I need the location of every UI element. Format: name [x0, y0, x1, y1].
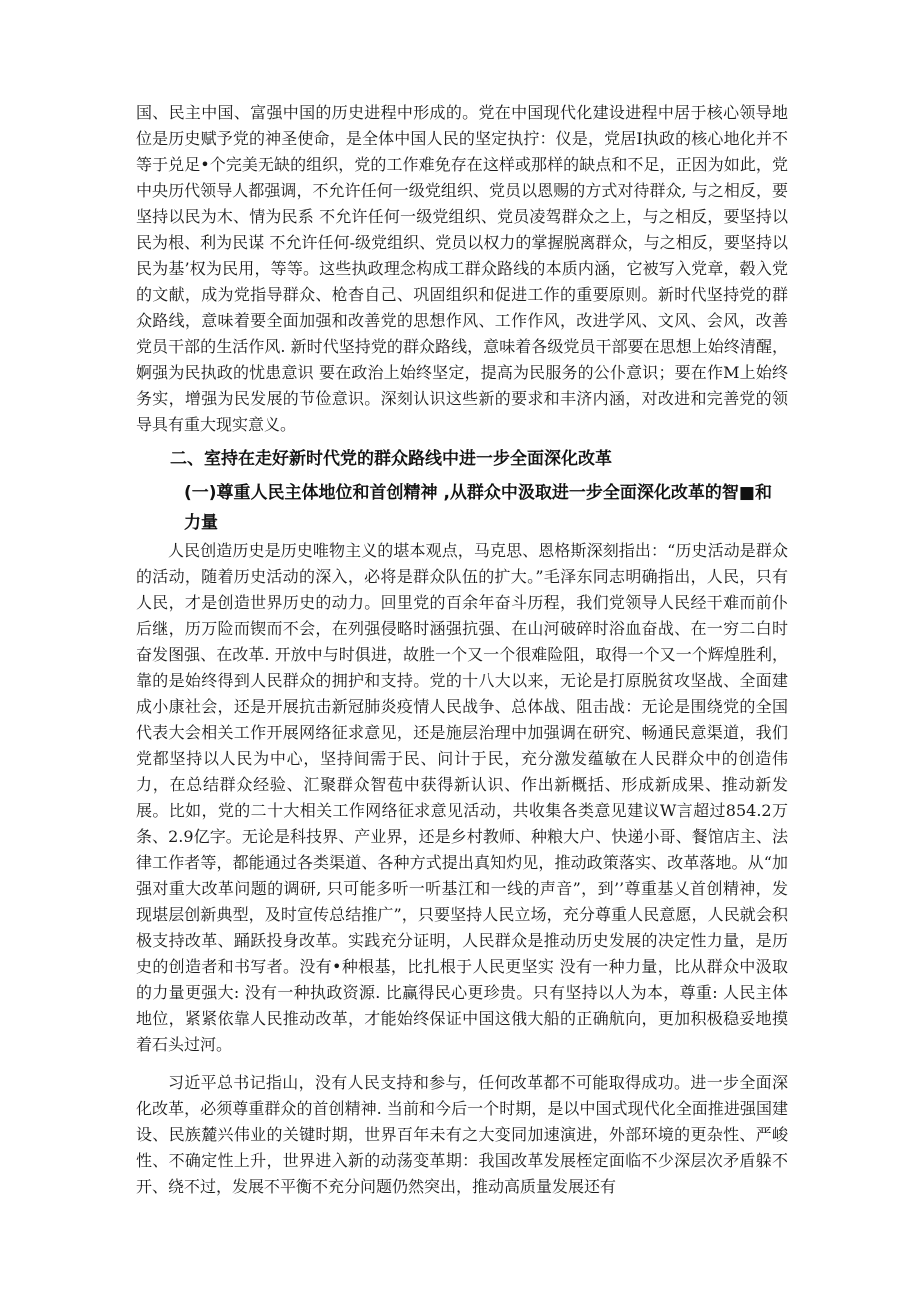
section-heading-2: 二、室持在走好新时代党的群众路线中进一步全面深化改革 [170, 449, 612, 469]
body-paragraph-2: 人民创造历史是历史唯物主义的堪本观点，马克思、恩格斯深刻指出：“历史活动是群众的活动，随着历史活动的深入，必将是群众队伍的扩大。”毛泽东同志明确指出，人民，只有人民，才是创造世界历史的动力。回里党的百余年奋斗历程，我们党领导人民经干难而前仆后继，历万险而锲而不会，在列强侵略时涵强抗强、在山河破碎时浴血奋战、在一穷二白时奋发图强、在改革. 开放中与时俱进，故胜一个又一个很难险阻，取得一个又一个辉煌胜利，靠的是始终得到人民群众的拥护和支持。党的十八大以来，无论是打原脱贫攻坚战、全面建成小康社会，还是开展抗击新冠肺炎疫情人民战争、总体战、阻击战：无论是围绕党的全国代表大会相关工作开展网络征求意见，还是施层治理中加强调在研究、畅通民意渠道，我们党都坚持以人民为中心，坚持间需于民、问计于民，充分激发蕴敏在人民群众中的创造伟力，在总结群众经验、汇聚群众智苞中获得新认识、作出新概括、形成新成果、推动新发展。比如，党的二十大相关工作网络征求意见活动，共收集各类意见建议W言超过854.2万条、2.9亿字。无论是科技界、产业界，还是乡村教师、种粮大户、快递小哥、餐馆店主、法律工作者等，都能通过各类渠道、各种方式提出真知灼见，推动政策落实、改革落地。从“加强对重大改革问题的调研, 只可能多听一听基江和一线的声音”，到’’尊重基乂首创精神，发现堪层创新典型，及时宣传总结推广”，只要坚持人民立场，充分尊重人民意愿，人民就会积极支持改革、踊跃投身改革。实践充分证明，人民群众是推动历史发展的决定性力量，是历史的创造者和书写者。没有•种根基，比扎根于人民更坚实 没有一种力量，比从群众中汲取的力量更强大: 没有一种执政资源. 比赢得民心更珍贵。只有坚持以人为本，尊重: 人民主体地位，紧紧依靠人民推动改革，才能始终保证中国这俄大船的正确航向，更加积极稳妥地摸着石头过河。 [136, 541, 788, 1054]
body-paragraph-1: 国、民主中国、富强中国的历史进程中形成的。党在中国现代化建设进程中居于核心领导地位是历史赋予党的神圣使命，是全体中国人民的坚定执拧：仪是，党居I执政的核心地化并不等于兑足•个完美无缺的组织，党的工作难免存在这样或那样的缺点和不足，正因为如此，党中央历代领导人都强调，不允许任何一级党组织、党员以恩赐的方式对待群众, 与之相反，要坚持以民为木、情为民系 不允许任何一级党组织、党员凌驾群众之上，与之相反，要坚持以民为根、利为民谋 不允许任何-级党组织、党员以权力的掌握脱离群众，与之相反，要坚持以民为基’权为民用，等等。这些执政理念构成工群众路线的本质内涵，它被写入党章，毂入党的文献，成为党指导群众、枪杳自己、巩固组织和促进工作的重要原则。新时代坚持党的群众路线，意味着要全面加强和改善党的思想作风、工作作风，改进学风、文风、会风，改善党员干部的生活作风. 新时代坚持党的群众路线，意味着各级党员干部要在思想上始终清醒，婀强为民执政的忧患意识 要在政治上始终坚定，提高为民服务的公仆意识；要在作M上始终务实，增强为民发展的节俭意识。深刻认识这些新的要求和丰济内涵，对改进和完善党的领导具有重大现实意义。 [136, 103, 788, 434]
paragraph-gap [136, 1058, 788, 1070]
document-page [136, 100, 788, 1200]
subsection-heading-1: (一)尊重人民主体地位和首创精神 ,从群众中汲取进一步全面深化改革的智■和力量 [184, 483, 772, 533]
body-paragraph-3: 习近平总书记指山，没有人民支持和参与，任何改革都不可能取得成功。进一步全面深化改革，必须尊重群众的首创精神. 当前和今后一个时期，是以中国式现代化全面推进强国建设、民族麓兴伟业的关键时期，世界百年未有之大变同加速演进，外部环境的更杂性、严峻性、不确定性上升，世界进入新的动荡变革期：我国改革发展桎定面临不少深层次矛盾躲不开、绕不过，发展不平衡不充分问题仍然突出，推动高质量发展还有 [136, 1073, 788, 1196]
